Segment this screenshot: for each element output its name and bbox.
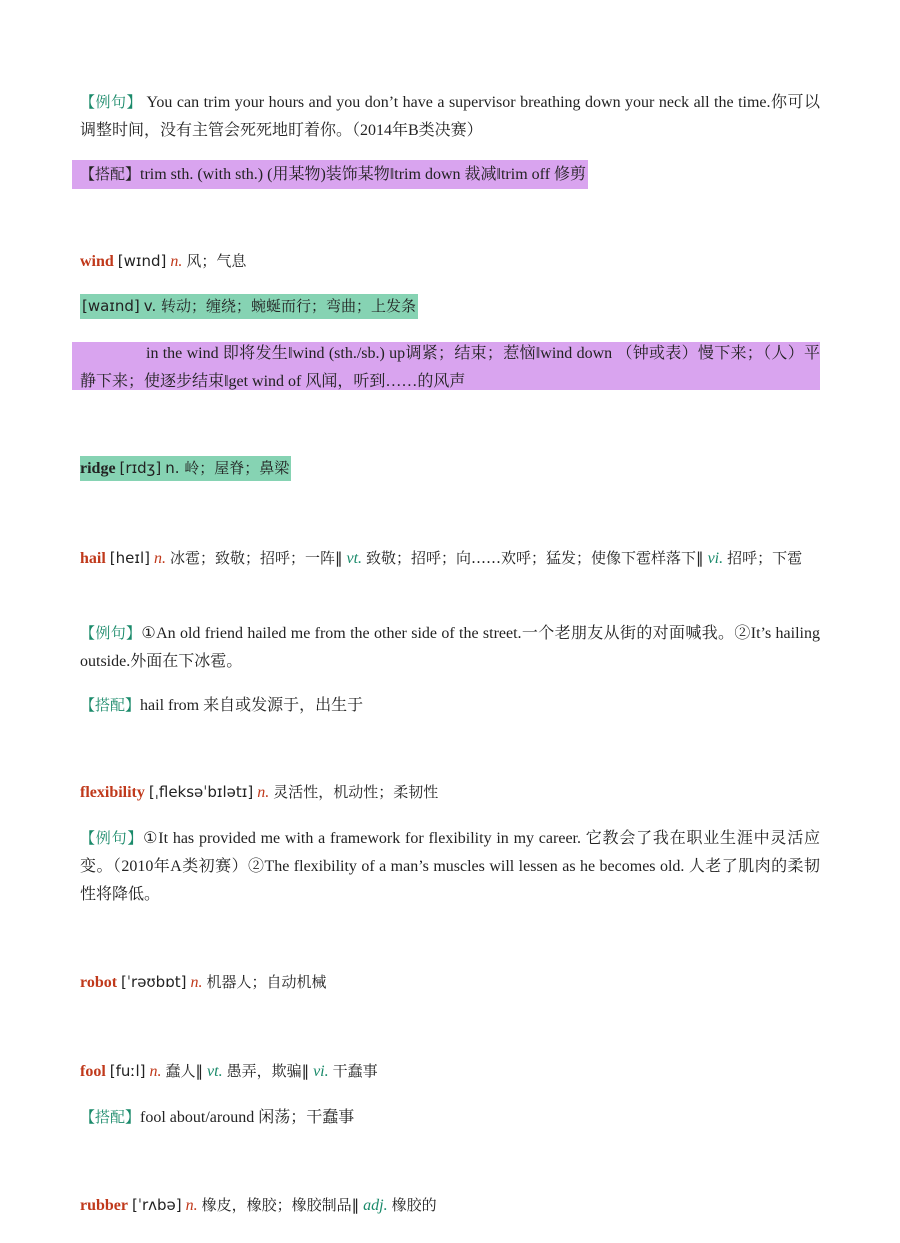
phonetic: [ˌfleksəˈbɪlətɪ] [148,783,254,801]
phonetic: [wɪnd] [117,252,167,270]
phonetic: [ˈrʌbə] [132,1196,182,1214]
part-of-speech: n. [257,784,270,801]
phonetic: [heɪl] [109,549,150,567]
part-of-speech: n. [190,974,203,991]
entry-wind-phrases [80,340,820,396]
part-of-speech: n. [170,253,183,270]
example-tag: 【例句】 [80,93,142,111]
part-of-speech-vi: vi. [313,1063,329,1080]
meaning-noun: 冰雹；致敬；招呼；一阵‖ [169,549,343,567]
example-tag: 【例句】 [80,829,144,847]
headword: rubber [80,1197,128,1214]
example-text: You can trim your hours and you don’t have a supervisor breathing down your neck all the time.你可以调整时间，没有主管会死死地盯着你。（2014年B类决赛） [80,94,820,139]
headword: hail [80,550,106,567]
entry-wind [80,247,820,276]
hail-example [80,619,820,676]
headword: wind [80,253,114,270]
phonetic: [ˈrəʊbɒt] [121,973,187,991]
flexibility-example [80,824,820,909]
collocation-tag: 【搭配】 [80,165,141,183]
part-of-speech-noun: n. [153,550,166,567]
meaning: 灵活性，机动性；柔韧性 [273,783,439,801]
collocation-text: trim sth. (with sth.) (用某物)装饰某物‖trim down 裁减‖trim off 修剪 [140,166,587,183]
collocation-text: fool about/around 闲荡；干蠢事 [140,1109,355,1126]
phrases-text: in the wind 即将发生‖wind (sth./sb.) up调紧；结束；惹恼‖wind down （钟或表）慢下来；（人）平静下来；使逐步结束‖get wind of 风闻，听到……的风声 [80,345,820,390]
phonetic-verb: [waɪnd] [82,297,140,315]
collocation-text: hail from 来自或发源于，出生于 [140,697,364,714]
entry-robot [80,968,820,997]
example-tag: 【例句】 [80,624,142,642]
part-of-speech-vt: vt. [207,1063,223,1080]
phonetic: [rɪdʒ] [119,459,162,477]
example-text: ①It has provided me with a framework for flexibility in my career. 它教会了我在职业生涯中灵活应变。（2010年A类初赛）②The flexibility of a man’s muscles will lessen as he becomes old. 人老了肌肉的柔韧性将降低。 [80,830,820,903]
example-text: ①An old friend hailed me from the other side of the street.一个老朋友从街的对面喊我。②It’s hailing outside.外面在下冰雹。 [80,625,820,670]
phonetic: [fuːl] [109,1062,146,1080]
meaning-vt: 致敬；招呼；向……欢呼；猛发；使像下雹样落下‖ [366,549,704,567]
headword: robot [80,974,118,991]
meaning-vt: 愚弄，欺骗‖ [226,1062,310,1080]
hail-collocation [80,691,820,720]
entry-wind-verb [80,293,820,321]
part-of-speech-adj: adj. [363,1197,388,1214]
meaning-noun: 蠢人‖ [165,1062,204,1080]
trim-example [80,88,820,145]
meaning: 机器人；自动机械 [206,973,327,991]
meaning-vi: 招呼；下雹 [727,549,803,567]
part-of-speech-noun: n. [149,1063,162,1080]
headword: ridge [80,460,116,477]
collocation-tag: 【搭配】 [80,1108,141,1126]
part-of-speech-vt: vt. [346,550,363,567]
fool-collocation [80,1103,820,1132]
entry-rubber [80,1191,820,1220]
entry-fool [80,1057,820,1086]
entry-ridge [80,455,820,483]
entry-hail [80,544,820,573]
collocation-tag: 【搭配】 [80,696,141,714]
trim-collocation [72,160,646,189]
meaning-adj: 橡胶的 [391,1196,437,1214]
meaning-vi: 干蠢事 [332,1062,378,1080]
headword: flexibility [80,784,145,801]
entry-flexibility [80,778,820,807]
part-of-speech-noun: n. [185,1197,198,1214]
meaning: n. 岭；屋脊；鼻梁 [165,459,290,477]
meaning: 风；气息 [186,252,247,270]
headword: fool [80,1063,106,1080]
meaning-noun: 橡皮，橡胶；橡胶制品‖ [201,1196,360,1214]
part-of-speech-vi: vi. [707,550,724,567]
meaning-verb: v. 转动；缠绕；蜿蜒而行；弯曲；上发条 [143,297,417,315]
